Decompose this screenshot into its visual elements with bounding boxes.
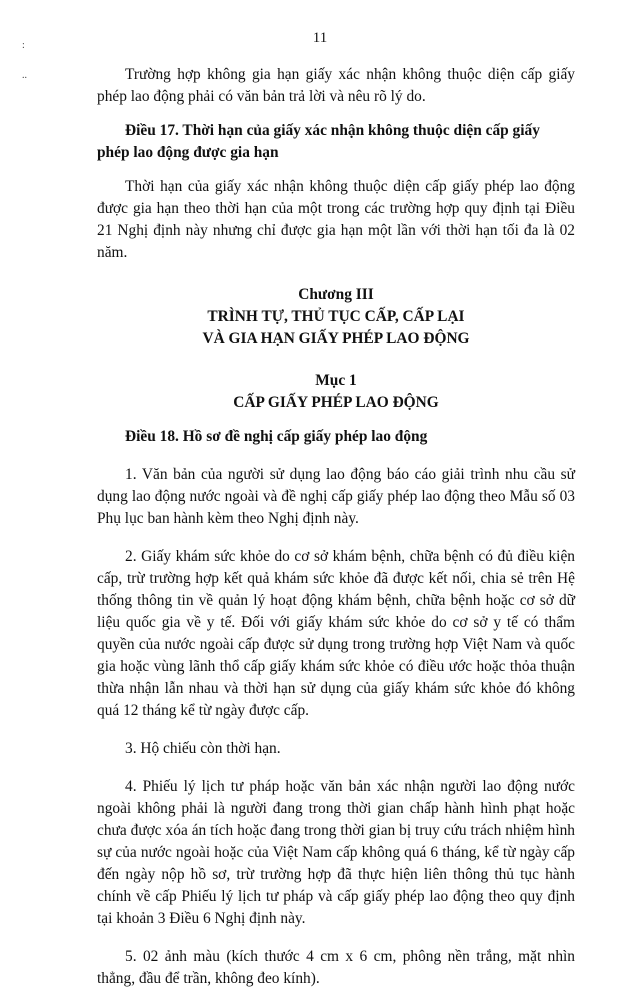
paragraph-no-extension: Trường hợp không gia hạn giấy xác nhận không thuộc diện cấp giấy phép lao động phải có văn bản trả lời và nêu rõ lý do. <box>97 66 575 105</box>
article-18-item-1: 1. Văn bản của người sử dụng lao động báo cáo giải trình nhu cầu sử dụng lao động nước ngoài và đề nghị cấp giấy phép lao động theo Mẫu số 03 Phụ lục ban hành kèm theo Nghị định này. <box>97 466 575 527</box>
section-title: CẤP GIẤY PHÉP LAO ĐỘNG <box>233 394 439 411</box>
article-18-item-4: 4. Phiếu lý lịch tư pháp hoặc văn bản xác nhận người lao động nước ngoài không phải là người đang trong thời gian chấp hành hình phạt hoặc chưa được xóa án tích hoặc đang trong thời gian bị truy cứu trách nhiệm hình sự của nước ngoài hoặc của Việt Nam cấp không quá 6 tháng, kể từ ngày cấp đến ngày nộp hồ sơ, trừ trường hợp đã thực hiện liên thông thủ tục hành chính về cấp Phiếu lý lịch tư pháp và cấp giấy phép lao động theo quy định tại khoản 3 Điều 6 Nghị định này. <box>97 778 575 927</box>
article-18-item-2: 2. Giấy khám sức khỏe do cơ sở khám bệnh, chữa bệnh có đủ điều kiện cấp, trừ trường hợp kết quả khám sức khỏe đã được kết nối, chia sẻ trên Hệ thống thông tin về quản lý hoạt động khám bệnh, chữa bệnh hoặc cơ sở dữ liệu quốc gia về y tế. Đối với giấy khám sức khỏe do cơ sở y tế có thẩm quyền của nước ngoài cấp được sử dụng trong trường hợp Việt Nam và quốc gia hoặc vùng lãnh thổ cấp giấy khám sức khỏe có điều ước hoặc thỏa thuận thừa nhận lẫn nhau và thời hạn sử dụng của giấy khám sức khỏe đó không quá 12 tháng kể từ ngày được cấp. <box>97 548 575 719</box>
chapter-title-line-1: TRÌNH TỰ, THỦ TỤC CẤP, CẤP LẠI <box>207 308 465 325</box>
article-18-item-3: 3. Hộ chiếu còn thời hạn. <box>125 740 281 757</box>
article-17-body: Thời hạn của giấy xác nhận không thuộc diện cấp giấy phép lao động được gia hạn theo thời hạn của một trong các trường hợp quy định tại Điều 21 Nghị định này nhưng chỉ được gia hạn một lần với thời hạn tối đa là 02 năm. <box>97 178 575 261</box>
section-label: Mục 1 <box>315 372 357 389</box>
margin-mark: .. <box>22 70 27 81</box>
document-body <box>97 64 575 990</box>
article-18-title: Điều 18. Hồ sơ đề nghị cấp giấy phép lao động <box>125 428 428 445</box>
margin-mark: : <box>22 40 25 51</box>
article-18-item-5: 5. 02 ảnh màu (kích thước 4 cm x 6 cm, phông nền trắng, mặt nhìn thẳng, đầu để trần, không đeo kính). <box>97 948 575 987</box>
page-number: 11 <box>312 30 328 46</box>
chapter-title-line-2: VÀ GIA HẠN GIẤY PHÉP LAO ĐỘNG <box>202 330 470 347</box>
article-17-title: Điều 17. Thời hạn của giấy xác nhận không thuộc diện cấp giấy phép lao động được gia hạn <box>97 122 540 161</box>
chapter-label: Chương III <box>298 286 374 303</box>
